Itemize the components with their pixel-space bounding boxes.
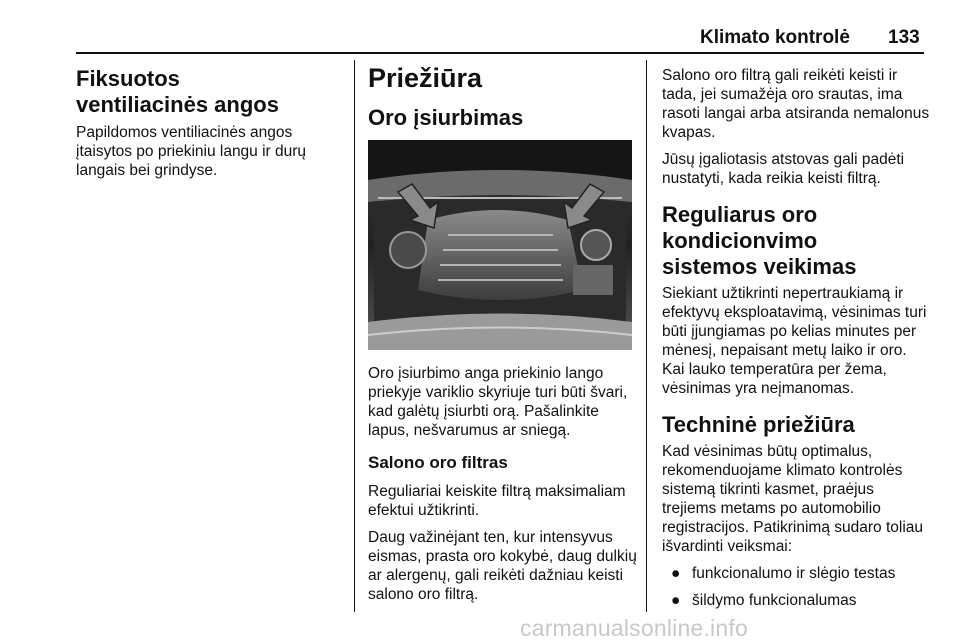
check-list [662,564,930,610]
subheading-salono-oro-filtras: Salono oro filtras [368,453,508,472]
section-reguliarus: Reguliarus oro kondicionvimo sistemos veikimas [662,202,857,279]
left-body: Papildomos ventiliacinės angos įtaisytos po priekiniu langu ir durų langais bei grindyse. [76,124,307,179]
page-number: 133 [888,27,920,48]
left-column [76,66,344,180]
right-para4: Kad vėsinimas būtų optimalus, rekomenduojame klimato kontrolės sistemą tikrinti kasmet, praėjus trejiems metams po automobilio registracijos. Patikrinimą sudaro toliau išvardinti veiksmai: [662,443,924,555]
middle-column [368,63,636,131]
right-para2: Jūsų įgaliotasis atstovas gali padėti nustatyti, kada reikia keisti filtrą. [662,151,905,187]
list-item: ● funkcionalumo ir slėgio testas [671,565,896,582]
right-column [662,66,930,618]
left-heading: Fiksuotos ventiliacinės angos [76,66,279,117]
bullet-icon: ● [671,565,681,582]
section-oro-isiurbimas: Oro įsiurbimas [368,105,524,130]
middle-para2: Reguliariai keiskite filtrą maksimaliam efektui užtikrinti. [368,483,626,519]
middle-column-text [368,364,638,604]
engine-bay-illustration [368,140,632,350]
column-divider-right [646,60,647,612]
right-para1: Salono oro filtrą gali reikėti keisti ir tada, jei sumažėja oro srautas, ima rasoti langai arba atsiranda nemalonus kvapas. [662,67,930,141]
page-header-title: Klimato kontrolė [700,27,850,48]
watermark: carmanualsonline.info [520,615,748,641]
header-rule [76,52,924,54]
list-item: ● šildymo funkcionalumas [671,592,857,609]
middle-para3: Daug važinėjant ten, kur intensyvus eismas, prasta oro kokybė, daug dulkių ar alergenų, gali reikėti dažniau keisti salono oro filtrą. [368,529,637,603]
bullet-icon: ● [671,592,681,609]
right-para3: Siekiant užtikrinti nepertraukiamą ir efektyvų eksploatavimą, vėsinimas turi būti įjungiamas po kelias minutes per mėnesį, nepaisant metų laiko ir oro. Kai lauko temperatūra per žema, vėsinimas yra neįmanomas. [662,285,927,397]
chapter-title: Priežiūra [368,63,483,93]
engine-bay-photo [368,140,632,350]
column-divider-left [354,60,355,612]
middle-para1: Oro įsiurbimo anga priekinio lango priekyje variklio skyriuje turi būti švari, kad galėtų įsiurbti orą. Pašalinkite lapus, nešvarumus ar sniegą. [368,365,628,439]
section-technine-prieziura: Techninė priežiūra [662,412,855,437]
